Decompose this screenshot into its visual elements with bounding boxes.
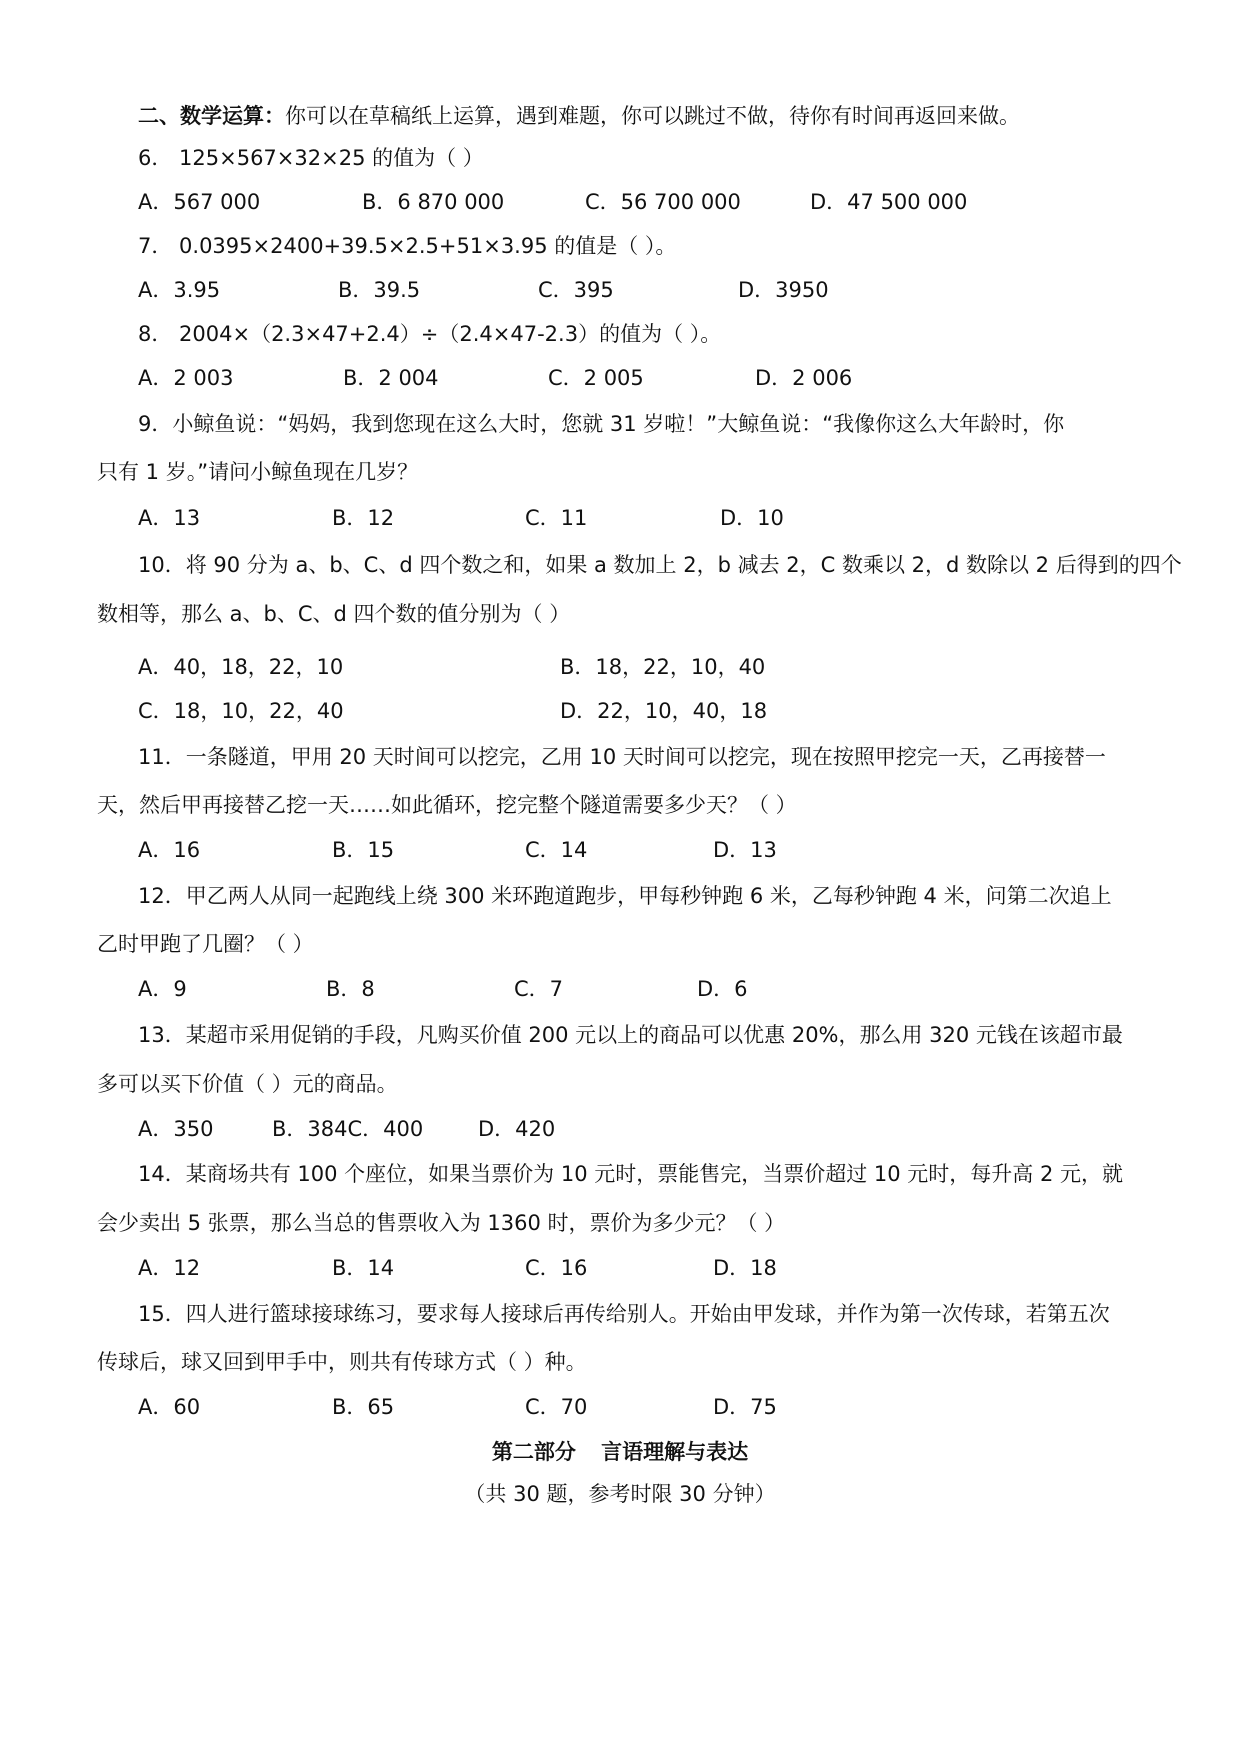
question-stem: 14．某商场共有 100 个座位，如果当票价为 10 元时，票能售完，当票价超过 10 元时，每升高 2 元，就 — [138, 1162, 1124, 1186]
option-a: A．16 — [138, 838, 201, 862]
option-c: C．11 — [525, 506, 588, 530]
option-d: D．6 — [697, 977, 748, 1001]
option-c: C．395 — [538, 278, 614, 302]
option-c: C．2 005 — [548, 366, 644, 390]
option-b: B．39.5 — [338, 278, 421, 302]
question-stem-cont: 多可以买下价值（ ）元的商品。 — [97, 1072, 398, 1096]
section-heading: 二、数学运算： — [138, 104, 285, 128]
option-c: C．56 700 000 — [585, 190, 741, 214]
option-a: A．12 — [138, 1256, 201, 1280]
question-stem-cont: 传球后，球又回到甲手中，则共有传球方式（ ）种。 — [97, 1350, 587, 1374]
option-b: B．14 — [332, 1256, 395, 1280]
option-c: C．16 — [525, 1256, 588, 1280]
question-stem-cont: 会少卖出 5 张票，那么当总的售票收入为 1360 时，票价为多少元？（ ） — [97, 1211, 786, 1235]
question-stem-cont: 只有 1 岁。”请问小鲸鱼现在几岁？ — [97, 460, 419, 484]
option-a: A．13 — [138, 506, 201, 530]
option-c: C．7 — [514, 977, 564, 1001]
question-stem: 15．四人进行篮球接球练习，要求每人接球后再传给别人。开始由甲发球，并作为第一次传球，若第五次 — [138, 1302, 1110, 1326]
option-b: B．6 870 000 — [362, 190, 505, 214]
question-stem: 13．某超市采用促销的手段，凡购买价值 200 元以上的商品可以优惠 20%，那么用 320 元钱在该超市最 — [138, 1023, 1123, 1047]
option-d: D．420 — [478, 1117, 556, 1141]
option-c: C．14 — [525, 838, 588, 862]
option-b: B．12 — [332, 506, 395, 530]
question-stem-cont: 乙时甲跑了几圈？（ ） — [97, 932, 314, 956]
option-a: A．3.95 — [138, 278, 221, 302]
option-a: A．2 003 — [138, 366, 234, 390]
question-stem: 6． 125×567×32×25 的值为（ ） — [138, 146, 484, 170]
option-d: D．18 — [713, 1256, 777, 1280]
option-b: B．2 004 — [343, 366, 439, 390]
option-b: B．15 — [332, 838, 395, 862]
section-instruction: 你可以在草稿纸上运算，遇到难题，你可以跳过不做，待你有时间再返回来做。 — [285, 104, 1020, 128]
option-a: A．9 — [138, 977, 187, 1001]
question-stem: 10．将 90 分为 a、b、C、d 四个数之和，如果 a 数加上 2，b 减去 2，C 数乘以 2，d 数除以 2 后得到的四个 — [138, 553, 1182, 577]
option-a: A．40，18，22，10 — [138, 655, 344, 679]
option-d: D．13 — [713, 838, 777, 862]
option-b: B．8 — [326, 977, 375, 1001]
option-a: A．60 — [138, 1395, 201, 1419]
question-stem: 11．一条隧道，甲用 20 天时间可以挖完，乙用 10 天时间可以挖完，现在按照甲挖完一天，乙再接替一 — [138, 745, 1106, 769]
option-c: C．18，10，22，40 — [138, 699, 344, 723]
option-d: D．10 — [720, 506, 784, 530]
option-b: B．65 — [332, 1395, 395, 1419]
question-stem-cont: 数相等，那么 a、b、C、d 四个数的值分别为（ ） — [97, 602, 571, 626]
question-stem: 12．甲乙两人从同一起跑线上绕 300 米环跑道跑步，甲每秒钟跑 6 米，乙每秒钟跑 4 米，问第二次追上 — [138, 884, 1112, 908]
option-c: C．70 — [525, 1395, 588, 1419]
option-b: B．18，22，10，40 — [560, 655, 766, 679]
section-intro — [138, 102, 1020, 130]
option-d: D．22，10，40，18 — [560, 699, 768, 723]
option-b: B．384C．400 — [272, 1117, 424, 1141]
option-a: A．350 — [138, 1117, 214, 1141]
question-stem: 9．小鲸鱼说：“妈妈，我到您现在这么大时，您就 31 岁啦！”大鲸鱼说：“我像你这么大年龄时，你 — [138, 412, 1065, 436]
question-stem: 7． 0.0395×2400+39.5×2.5+51×3.95 的值是（ ）。 — [138, 234, 677, 258]
option-a: A．567 000 — [138, 190, 261, 214]
part-subtitle: （共 30 题，参考时限 30 分钟） — [464, 1482, 776, 1506]
question-stem-cont: 天，然后甲再接替乙挖一天……如此循环，挖完整个隧道需要多少天？（ ） — [97, 793, 797, 817]
option-d: D．75 — [713, 1395, 777, 1419]
question-stem: 8． 2004×（2.3×47+2.4）÷（2.4×47-2.3）的值为（ ）。 — [138, 322, 722, 346]
option-d: D．47 500 000 — [810, 190, 968, 214]
part-title: 第二部分 言语理解与表达 — [491, 1440, 749, 1464]
option-d: D．2 006 — [755, 366, 853, 390]
option-d: D．3950 — [738, 278, 829, 302]
